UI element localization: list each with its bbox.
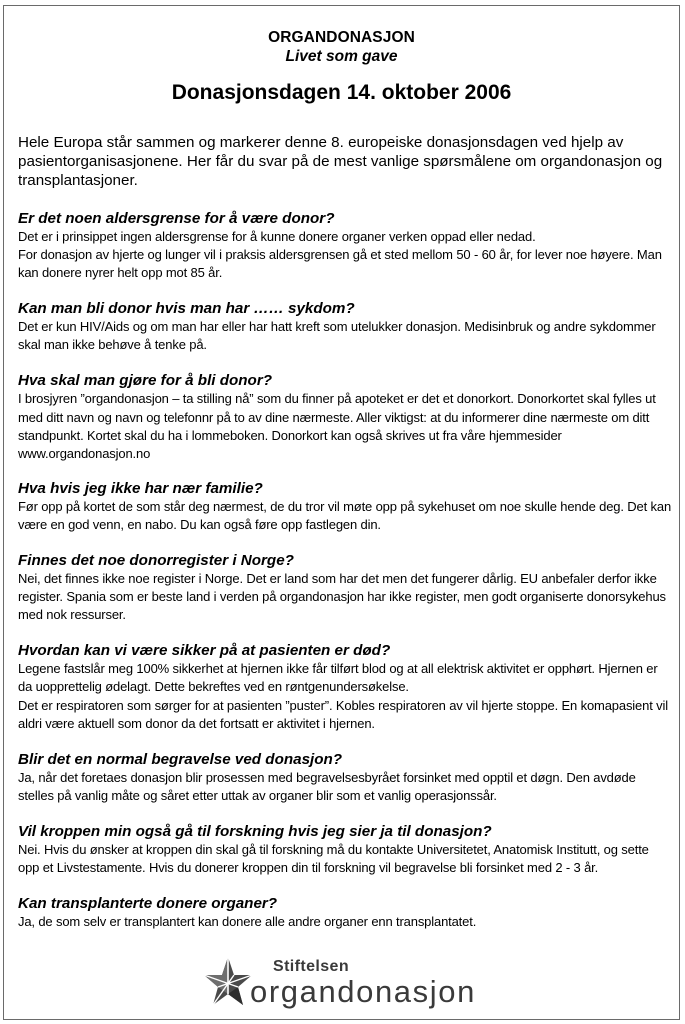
qa-item — [18, 479, 673, 534]
qa-item — [18, 551, 673, 624]
answer-paragraph: Det er i prinsippet ingen aldersgrense for å kunne donere organer verken oppad eller nedad. — [18, 229, 536, 244]
answer-paragraph: For donasjon av hjerte og lunger vil i praksis aldersgrensen gå et sted mellom 50 - 60 år, for lever noe høyere. Man kan donere nyrer helt opp mot 85 år. — [18, 247, 662, 281]
answer-text — [18, 570, 673, 624]
org-heading: ORGANDONASJON — [268, 29, 415, 46]
question-heading: Finnes det noe donorregister i Norge? — [18, 552, 294, 570]
qa-item — [18, 641, 673, 732]
question-heading: Blir det en normal begravelse ved donasjon? — [18, 750, 343, 768]
answer-paragraph: Det er respiratoren som sørger for at pasienten ”puster”. Kobles respiratoren av vil hjerte stoppe. En komapasient vil aldri være aktuell som donor da det fortsatt er aktivitet i hjernen. — [18, 697, 668, 731]
qa-item — [18, 371, 673, 462]
page-title: Donasjonsdagen 14. oktober 2006 — [171, 81, 512, 104]
question-heading: Hva hvis jeg ikke har nær familie? — [18, 479, 263, 497]
answer-paragraph: Legene fastslår meg 100% sikkerhet at hjernen ikke får tilført blod og at all elektrisk aktivitet er opphørt. Hjernen er da uopprettelig ødelagt. Dette bekreftes ved en røntgenundersøkelse. — [18, 661, 658, 695]
answer-paragraph: I brosjyren ”organdonasjon – ta stilling nå” som du finner på apoteket er det et donorkort. Donorkortet skal fylles ut med ditt navn og navn og telefonnr på to av dine nærmeste. Aller viktigst: at du informerer dine nærmeste om ditt standpunkt. Kortet skal du ha i lommeboken. Donorkort kan også skrives ut fra våre hjemmesider www.organdonasjon.no — [18, 391, 656, 461]
intro-paragraph: Hele Europa står sammen og markerer denne 8. europeiske donasjonsdagen ved hjelp av pasientorganisasjonene. Her får du svar på de mest vanlige spørsmålene om organdonasjon og transplantasjoner. — [18, 134, 663, 189]
question-heading: Hva skal man gjøre for å bli donor? — [18, 372, 273, 390]
answer-text — [18, 841, 673, 877]
logo-foundation-text: Stiftelsen — [273, 958, 350, 975]
qa-item — [18, 894, 673, 931]
tagline: Livet som gave — [285, 48, 398, 65]
answer-paragraph: Det er kun HIV/Aids og om man har eller har hatt kreft som utelukker donasjon. Medisinbruk og andre sykdommer skal man ikke behøve å tenke på. — [18, 319, 656, 353]
answer-text — [18, 390, 673, 462]
answer-text — [18, 318, 673, 354]
answer-paragraph: Ja, de som selv er transplantert kan donere alle andre organer enn transplantatet. — [18, 914, 477, 930]
question-heading: Kan transplanterte donere organer? — [18, 895, 278, 913]
header — [4, 28, 679, 106]
stiftelsen-logo — [203, 955, 483, 1013]
answer-paragraph: Før opp på kortet de som står deg nærmest, de du tror vil møte opp på sykehuset om noe skulle hende deg. Det kan være en god venn, en nabo. Du kan også føre opp fastlegen din. — [18, 498, 672, 532]
qa-item — [18, 209, 673, 282]
answer-text — [18, 769, 673, 805]
answer-paragraph: Nei. Hvis du ønsker at kroppen din skal gå til forskning må du kontakte Universitetet, Anatomisk Institutt, og sette opp et Livstestamente. Hvis du donerer kroppen din til forskning vil begravelse bli forsinket med 2 - 3 år. — [18, 841, 649, 875]
document-page — [3, 5, 680, 1020]
answer-paragraph: Nei, det finnes ikke noe register i Norge. Det er land som har det men det fungerer dårlig. EU anbefaler derfor ikke register. Spania som er beste land i verden på organdonasjon har ikke register, men godt organiserte donorsykehus med nok ressurser. — [18, 571, 666, 623]
star-logo-icon — [203, 955, 253, 1011]
question-heading: Kan man bli donor hvis man har …… sykdom? — [18, 300, 355, 318]
question-heading: Hvordan kan vi være sikker på at pasienten er død? — [18, 642, 391, 660]
answer-paragraph: Ja, når det foretaes donasjon blir prosessen med begravelsesbyrået forsinket med opptil et døgn. Den avdøde stelles på vanlig måte og såret etter uttak av organer blir som et vanlig operasjonssår. — [18, 769, 636, 803]
answer-text — [18, 660, 673, 732]
question-heading: Er det noen aldersgrense for å være donor? — [18, 210, 335, 227]
qa-list — [18, 209, 673, 948]
qa-item — [18, 822, 673, 877]
qa-item — [18, 750, 673, 805]
logo-name-text: organdonasjon — [250, 974, 476, 1009]
qa-item — [18, 299, 673, 354]
answer-text — [18, 498, 673, 534]
question-heading: Vil kroppen min også gå til forskning hvis jeg sier ja til donasjon? — [18, 822, 492, 840]
answer-text — [18, 228, 673, 282]
answer-text — [18, 913, 673, 931]
